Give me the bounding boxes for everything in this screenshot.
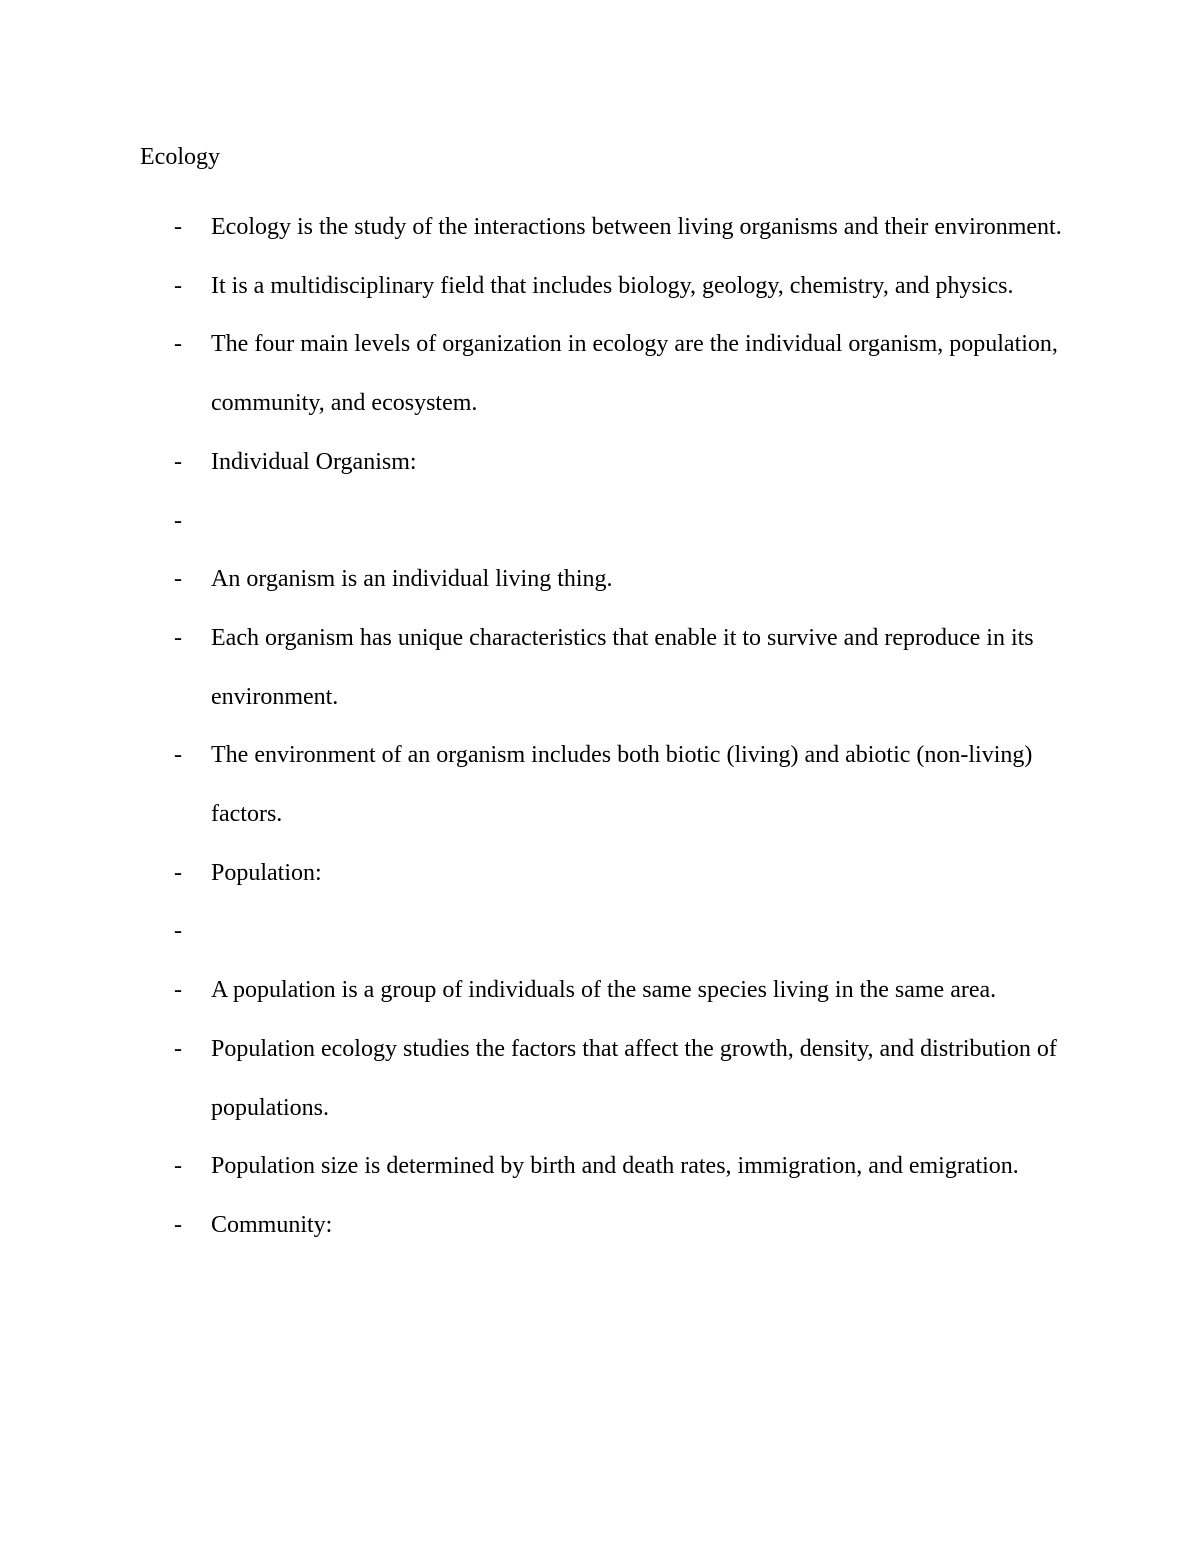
bullet-item bbox=[0, 961, 1091, 1020]
bullet-dash: - bbox=[174, 507, 182, 534]
bullet-item-empty bbox=[0, 902, 1091, 961]
bullet-text: Each organism has unique characteristics that enable it to survive and reproduce in its environment. bbox=[211, 624, 1034, 710]
bullet-dash: - bbox=[174, 448, 182, 475]
bullet-dash: - bbox=[174, 331, 182, 358]
bullet-text: Population ecology studies the factors that affect the growth, density, and distribution of populations. bbox=[211, 1035, 1057, 1121]
bullet-dash: - bbox=[174, 918, 182, 945]
bullet-text: Population size is determined by birth and death rates, immigration, and emigration. bbox=[211, 1153, 1019, 1180]
bullet-text: A population is a group of individuals of the same species living in the same area. bbox=[211, 977, 997, 1004]
bullet-dash: - bbox=[174, 977, 182, 1004]
bullet-item bbox=[0, 1137, 1091, 1196]
bullet-item bbox=[0, 257, 1091, 316]
bullet-dash: - bbox=[174, 859, 182, 886]
bullet-text: Population: bbox=[211, 859, 322, 886]
bullet-dash: - bbox=[174, 1153, 182, 1180]
bullet-dash: - bbox=[174, 272, 182, 299]
bullet-dash: - bbox=[174, 742, 182, 769]
bullet-item bbox=[0, 315, 1091, 432]
bullet-text: The environment of an organism includes both biotic (living) and abiotic (non-living) factors. bbox=[211, 742, 1033, 828]
bullet-item-empty bbox=[0, 492, 1091, 551]
bullet-text: The four main levels of organization in ecology are the individual organism, population, community, and ecosystem. bbox=[211, 331, 1058, 417]
bullet-dash: - bbox=[174, 1035, 182, 1062]
bullet-text: Individual Organism: bbox=[211, 448, 417, 475]
bullet-dash: - bbox=[174, 214, 182, 240]
bullet-item bbox=[0, 550, 1091, 609]
bullet-text: An organism is an individual living thing. bbox=[211, 566, 613, 593]
bullet-dash: - bbox=[174, 1211, 182, 1238]
bullet-item bbox=[0, 1196, 1091, 1255]
bullet-item bbox=[0, 1020, 1091, 1137]
bullet-text: Ecology is the study of the interactions between living organisms and their environment. bbox=[211, 214, 1062, 240]
bullet-item bbox=[0, 609, 1091, 726]
bullet-list bbox=[0, 198, 1200, 1255]
bullet-item bbox=[0, 844, 1091, 903]
bullet-item bbox=[0, 726, 1091, 843]
bullet-item bbox=[0, 433, 1091, 492]
bullet-text: It is a multidisciplinary field that includes biology, geology, chemistry, and physics. bbox=[211, 272, 1014, 299]
bullet-dash: - bbox=[174, 624, 182, 651]
document-title: Ecology bbox=[140, 144, 220, 170]
bullet-dash: - bbox=[174, 566, 182, 593]
bullet-text: Community: bbox=[211, 1211, 333, 1238]
bullet-item bbox=[0, 198, 1091, 257]
